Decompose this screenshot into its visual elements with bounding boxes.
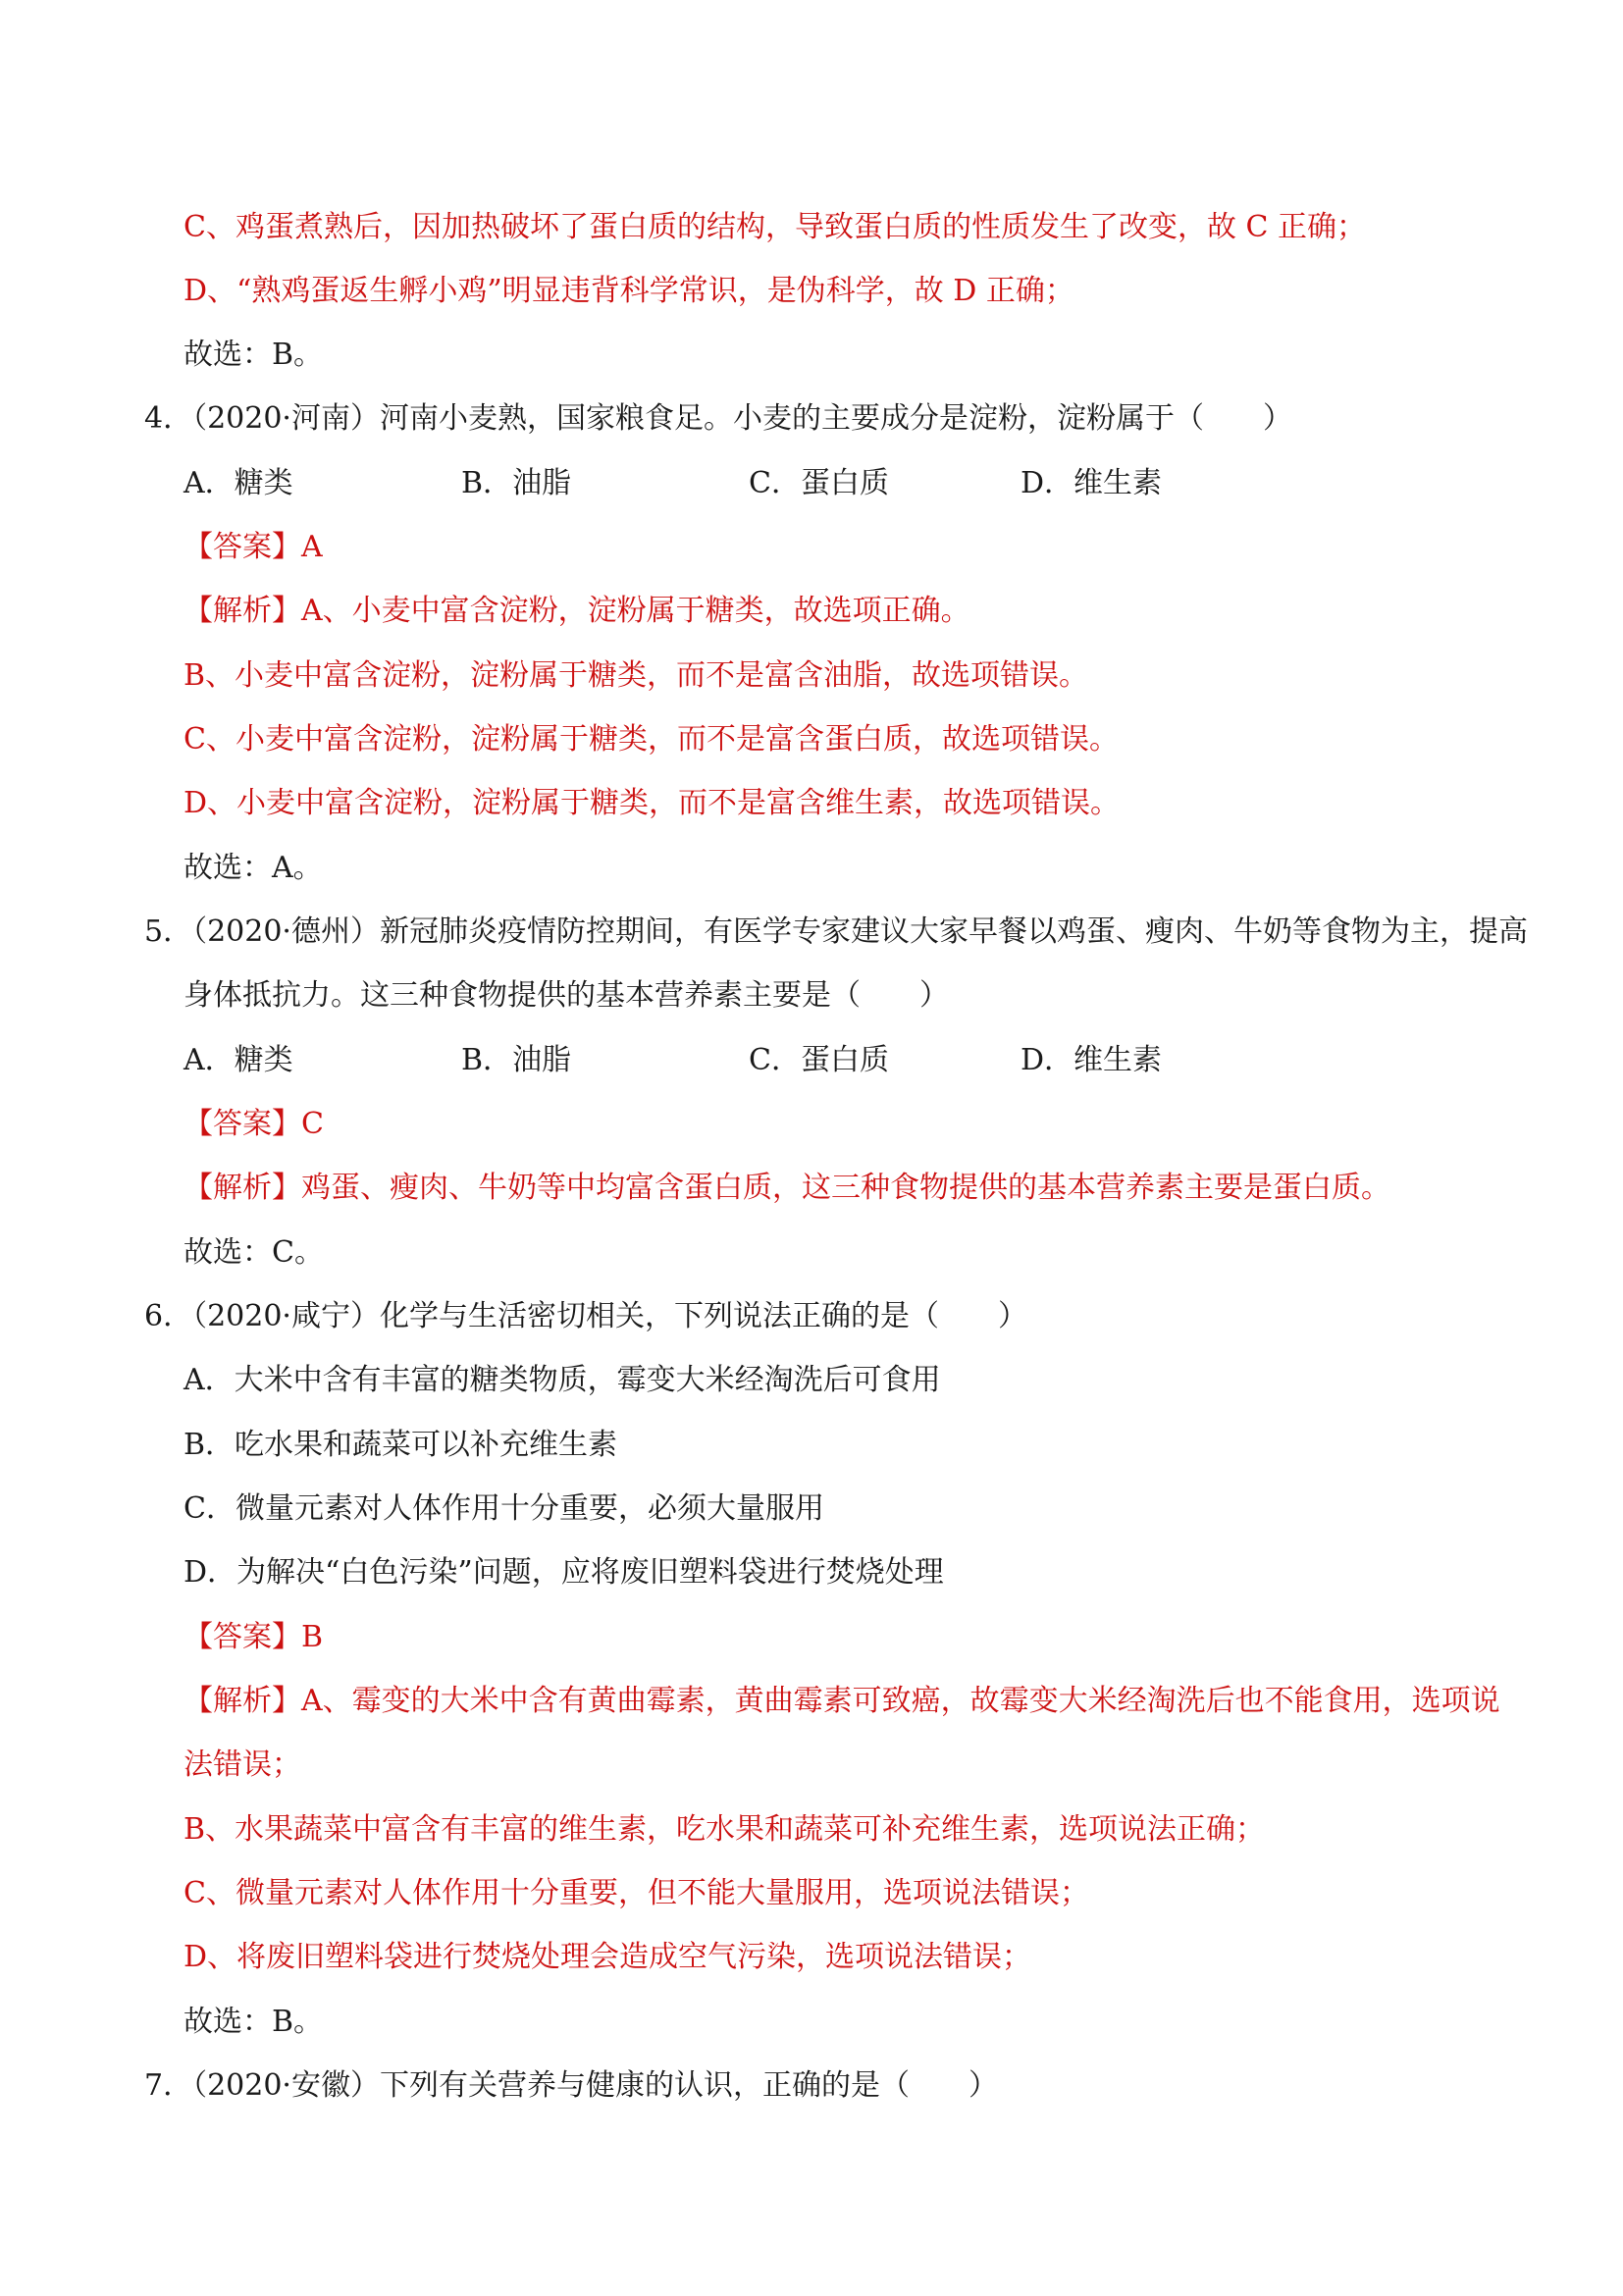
question-6-stem: 6．（2020·咸宁）化学与生活密切相关，下列说法正确的是（ ） [144, 1299, 1027, 1333]
q4-option-a: A．糖类 [183, 466, 293, 500]
q4-answer: 【答案】A [183, 530, 323, 564]
q5-choice: 故选：C。 [183, 1235, 324, 1270]
q6-option-c: C．微量元素对人体作用十分重要，必须大量服用 [183, 1491, 824, 1526]
q4-analysis-c: C、小麦中富含淀粉，淀粉属于糖类，而不是富含蛋白质，故选项错误。 [183, 722, 1119, 757]
q5-option-b: B．油脂 [461, 1043, 572, 1077]
q5-option-d: D．维生素 [1021, 1043, 1163, 1077]
q6-option-a: A．大米中含有丰富的糖类物质，霉变大米经淘洗后可食用 [183, 1363, 941, 1397]
q6-option-b: B．吃水果和蔬菜可以补充维生素 [183, 1428, 618, 1462]
q6-option-d: D．为解决“白色污染”问题，应将废旧塑料袋进行焚烧处理 [183, 1555, 944, 1590]
q5-option-c: C．蛋白质 [749, 1043, 889, 1077]
choice-line: 故选：B。 [183, 338, 324, 372]
q6-analysis-d: D、将废旧塑料袋进行焚烧处理会造成空气污染，选项说法错误； [183, 1940, 1032, 1974]
question-5-stem-line2: 身体抵抗力。这三种食物提供的基本营养素主要是（ ） [183, 978, 949, 1013]
q5-option-a: A．糖类 [183, 1043, 293, 1077]
analysis-line-d: D、“熟鸡蛋返生孵小鸡”明显违背科学常识，是伪科学，故 D 正确； [183, 274, 1074, 308]
analysis-line-c: C、鸡蛋煮熟后，因加热破坏了蛋白质的结构，导致蛋白质的性质发生了改变，故 C 正确； [183, 210, 1366, 244]
q4-choice: 故选：A。 [183, 851, 323, 885]
q4-option-c: C．蛋白质 [749, 466, 889, 500]
q6-choice: 故选：B。 [183, 2005, 324, 2039]
q4-analysis-b: B、小麦中富含淀粉，淀粉属于糖类，而不是富含油脂，故选项错误。 [183, 658, 1089, 693]
q5-answer: 【答案】C [183, 1107, 324, 1141]
q6-answer: 【答案】B [183, 1620, 324, 1654]
q6-analysis-c: C、微量元素对人体作用十分重要，但不能大量服用，选项说法错误； [183, 1876, 1089, 1910]
q6-analysis-a-line1: 【解析】A、霉变的大米中含有黄曲霉素，黄曲霉素可致癌，故霉变大米经淘洗后也不能食用，选项说 [183, 1684, 1500, 1718]
q5-analysis: 【解析】鸡蛋、瘦肉、牛奶等中均富含蛋白质，这三种食物提供的基本营养素主要是蛋白质。 [183, 1171, 1390, 1205]
q4-analysis-d: D、小麦中富含淀粉，淀粉属于糖类，而不是富含维生素，故选项错误。 [183, 786, 1121, 820]
q4-option-b: B．油脂 [461, 466, 572, 500]
q6-analysis-b: B、水果蔬菜中富含有丰富的维生素，吃水果和蔬菜可补充维生素，选项说法正确； [183, 1812, 1266, 1847]
q6-analysis-a-line2: 法错误； [183, 1748, 301, 1782]
q4-analysis-a: 【解析】A、小麦中富含淀粉，淀粉属于糖类，故选项正确。 [183, 594, 970, 628]
question-4-stem: 4．（2020·河南）河南小麦熟，国家粮食足。小麦的主要成分是淀粉，淀粉属于（ ） [144, 401, 1292, 436]
question-7-stem: 7．（2020·安徽）下列有关营养与健康的认识，正确的是（ ） [144, 2068, 998, 2103]
question-5-stem-line1: 5．（2020·德州）新冠肺炎疫情防控期间，有医学专家建议大家早餐以鸡蛋、瘦肉、牛奶等食物为主，提高 [144, 914, 1528, 949]
q4-option-d: D．维生素 [1021, 466, 1163, 500]
